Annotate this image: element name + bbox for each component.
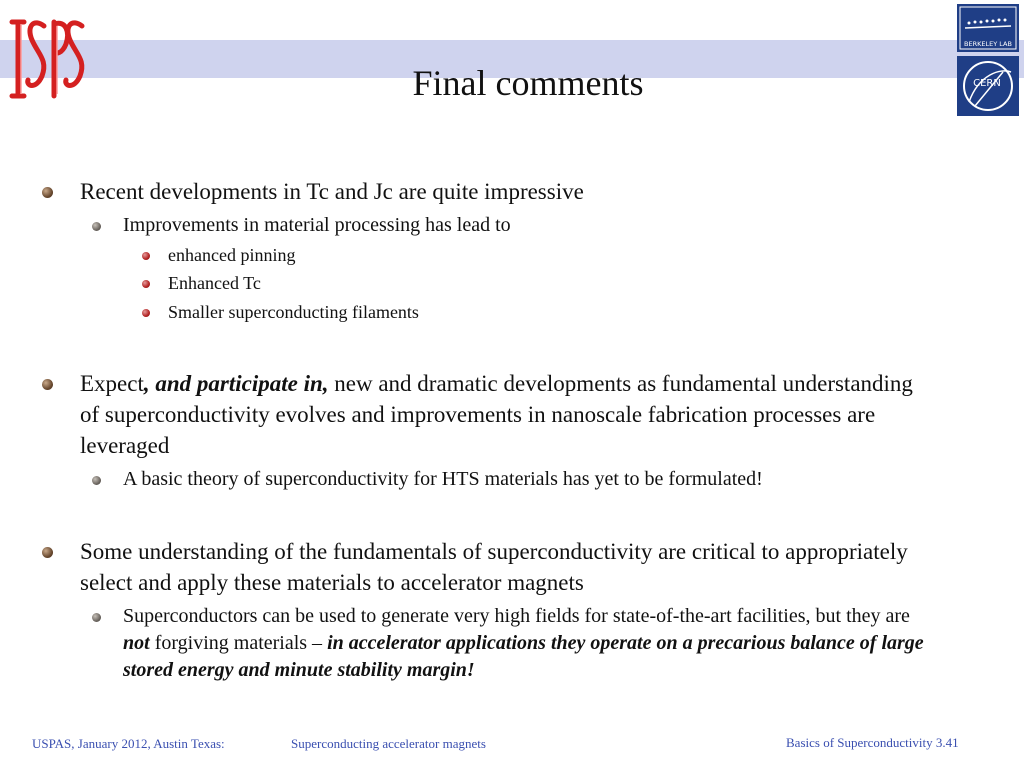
bullet-superconductors-high-fields: Superconductors can be used to generate very high fields for state-of-the-art facilities, but they are not forgiving materials – in accelerator applications they operate on a precarious balance of large stored energy and minute stability margin! bbox=[123, 603, 933, 684]
bullet-expect-developments: Expect, and participate in, new and dramatic developments as fundamental understanding of superconductivity evolves and improvements in nanoscale fabrication processes are leveraged bbox=[80, 368, 930, 461]
bullet-enhanced-tc: Enhanced Tc bbox=[168, 271, 868, 295]
emphasis-not: not bbox=[123, 632, 150, 654]
bullet-recent-developments: Recent developments in Tc and Jc are quite impressive bbox=[80, 176, 930, 207]
emphasis-participate: , and participate in, bbox=[143, 371, 329, 396]
slide-title: Final comments bbox=[412, 63, 644, 103]
footer-page-info: Basics of Superconductivity 3.41 bbox=[786, 735, 959, 750]
footer-course: USPAS, January 2012, Austin Texas: bbox=[32, 736, 225, 751]
bullet-dot-icon bbox=[42, 379, 53, 390]
bullet-dot-icon bbox=[142, 252, 150, 260]
bullet-smaller-filaments: Smaller superconducting filaments bbox=[168, 300, 868, 324]
bullet-dot-icon bbox=[142, 280, 150, 288]
bullet-fundamentals-critical: Some understanding of the fundamentals of superconductivity are critical to appropriately select and apply these materials to accelerator magnets bbox=[80, 536, 930, 598]
bullet-material-processing: Improvements in material processing has lead to bbox=[123, 212, 933, 239]
bullet-dot-icon bbox=[42, 187, 53, 198]
svg-text:BERKELEY LAB: BERKELEY LAB bbox=[964, 40, 1012, 48]
emphasis-precarious-balance: in accelerator applications they operate on a precarious balance of large stored energy and minute stability margin! bbox=[123, 632, 924, 681]
footer-topic: Superconducting accelerator magnets bbox=[291, 736, 486, 751]
bullet-dot-icon bbox=[92, 222, 101, 231]
svg-text:CERN: CERN bbox=[973, 78, 1001, 89]
bullet-dot-icon bbox=[42, 547, 53, 558]
bullet-enhanced-pinning: enhanced pinning bbox=[168, 243, 868, 267]
bullet-basic-theory: A basic theory of superconductivity for HTS materials has yet to be formulated! bbox=[123, 466, 933, 493]
bullet-dot-icon bbox=[92, 476, 101, 485]
bullet-dot-icon bbox=[92, 613, 101, 622]
bullet-dot-icon bbox=[142, 309, 150, 317]
